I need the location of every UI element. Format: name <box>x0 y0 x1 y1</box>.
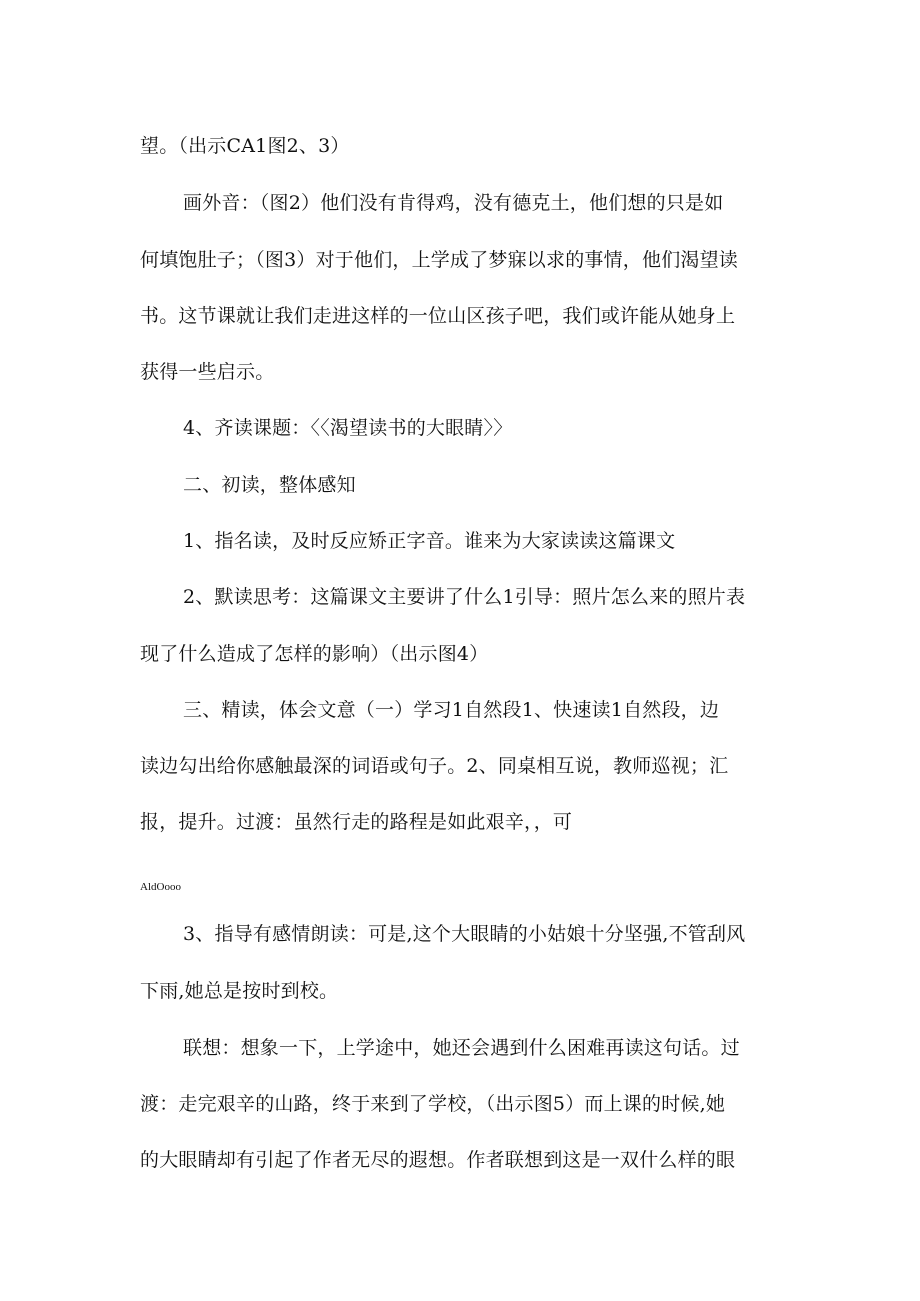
text-line-5: 获得一些启示。 <box>140 361 275 383</box>
text-line-2: 画外音：（图2）他们没有肯得鸡，没有德克土，他们想的只是如 <box>183 192 724 214</box>
text-line-3: 何填饱肚子；（图3）对于他们，上学成了梦寐以求的事情，他们渴望读 <box>140 249 738 271</box>
text-line-4: 书。这节课就让我们走进这样的一位山区孩子吧，我们或许能从她身上 <box>140 305 736 327</box>
text-line-16: 下雨,她总是按时到校。 <box>140 980 339 1002</box>
text-line-15: 3、指导有感情朗读：可是,这个大眼睛的小姑娘十分坚强,不管刮风 <box>183 923 746 945</box>
text-line-19: 的大眼睛却有引起了作者无尽的遐想。作者联想到这是一双什么样的眼 <box>140 1149 736 1171</box>
text-line-18: 渡：走完艰辛的山路，终于来到了学校，（出示图5）而上课的时候,她 <box>140 1093 726 1115</box>
section-heading-initial-reading: 二、初读，整体感知 <box>183 474 356 496</box>
stray-text-mark: AldOooo <box>140 881 181 893</box>
text-line-8: 1、指名读，及时反应矫正字音。谁来为大家读读这篇课文 <box>183 530 676 552</box>
text-line-9: 2、默读思考：这篇课文主要讲了什么1引导：照片怎么来的照片表 <box>183 586 746 608</box>
text-line-10: 现了什么造成了怎样的影响）（出示图4） <box>140 643 489 665</box>
text-line-6: 4、齐读课题：〈〈渴望读书的大眼睛〉〉 <box>183 417 513 439</box>
section-heading-close-reading: 三、精读，体会文意（一）学习1自然段1、快速读1自然段，边 <box>183 699 720 721</box>
text-line-1: 望。（出示CA1图2、3） <box>140 135 350 157</box>
text-line-12: 读边勾出给你感触最深的词语或句子。2、同桌相互说，教师巡视；汇 <box>140 755 729 777</box>
text-line-17: 联想：想象一下，上学途中，她还会遇到什么困难再读这句话。过 <box>183 1037 740 1059</box>
text-line-13: 报，提升。过渡：虽然行走的路程是如此艰辛，，可 <box>140 811 573 833</box>
